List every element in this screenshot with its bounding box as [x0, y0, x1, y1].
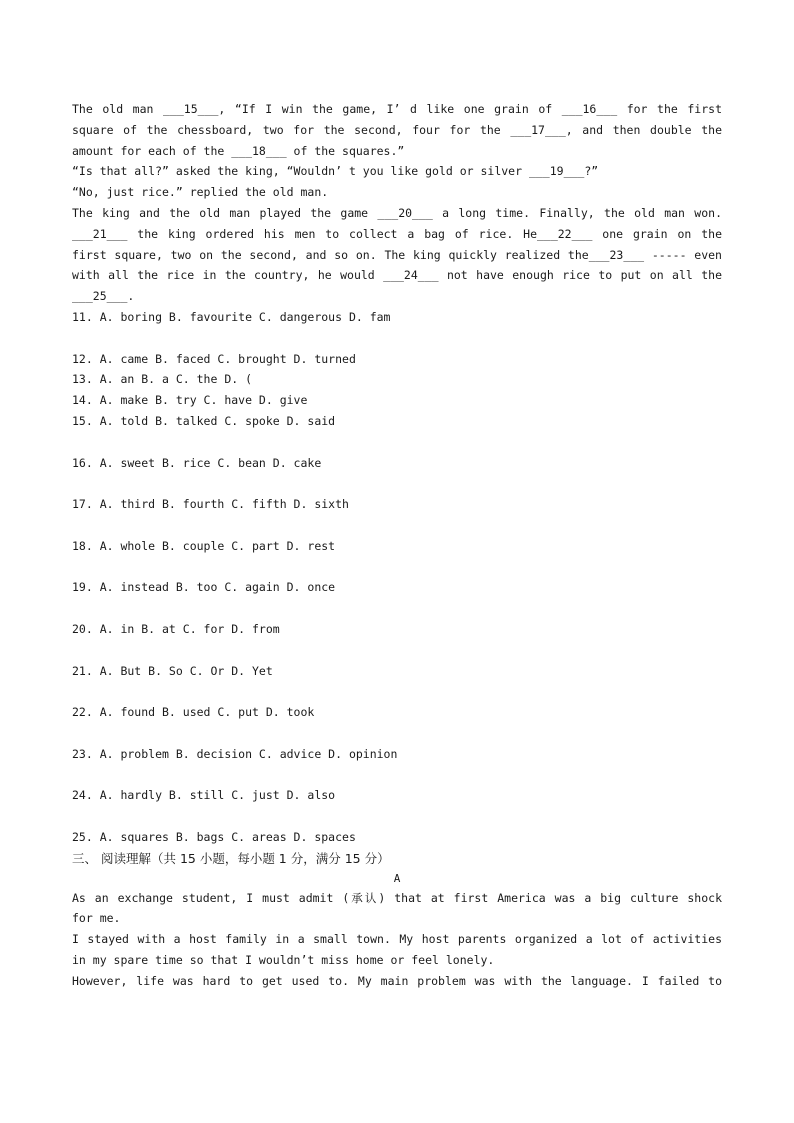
blank-line — [72, 557, 722, 578]
passage-line: square of the chessboard, two for the second, four for the ___17___, and then double the — [72, 122, 722, 137]
passage-line: first square, two on the second, and so on. The king quickly realized the___23___ ----- even — [72, 247, 722, 262]
passage-line: “No, just rice.” replied the old man. — [72, 185, 329, 200]
cloze-passage — [72, 99, 722, 307]
blank-line — [72, 765, 722, 786]
option-item-17: 17. A. third B. fourth C. fifth D. sixth — [72, 497, 349, 512]
document-page — [72, 99, 722, 992]
option-item-21: 21. A. But B. So C. Or D. Yet — [72, 663, 273, 678]
option-item-14: 14. A. make B. try C. have D. give — [72, 393, 308, 408]
passage-line: amount for each of the ___18___ of the squares.” — [72, 143, 405, 158]
answer-options — [72, 307, 722, 848]
option-item-23: 23. A. problem B. decision C. advice D. opinion — [72, 746, 398, 761]
blank-line — [72, 681, 722, 702]
option-item-16: 16. A. sweet B. rice C. bean D. cake — [72, 455, 322, 470]
option-item-18: 18. A. whole B. couple C. part D. rest — [72, 538, 336, 553]
section-heading: 三、 阅读理解（共 15 小题，每小题 1 分，满分 15 分） — [72, 850, 390, 866]
blank-line — [72, 432, 722, 453]
passage-line: ___25___. — [72, 289, 135, 304]
blank-line — [72, 640, 722, 661]
blank-line — [72, 598, 722, 619]
option-item-11: 11. A. boring B. favourite C. dangerous D. fam — [72, 309, 391, 324]
reading-line: As an exchange student, I must admit (承认) that at first America was a big culture shock — [72, 890, 722, 905]
option-item-24: 24. A. hardly B. still C. just D. also — [72, 788, 336, 803]
blank-line — [72, 515, 722, 536]
reading-line: However, life was hard to get used to. My main problem was with the language. I failed to — [72, 973, 722, 988]
passage-line: ___21___ the king ordered his men to collect a bag of rice. He___22___ one grain on the — [72, 226, 722, 241]
blank-line — [72, 806, 722, 827]
blank-line — [72, 473, 722, 494]
blank-line — [72, 723, 722, 744]
passage-line: “Is that all?” asked the king, “Wouldn’ t you like gold or silver ___19___?” — [72, 164, 599, 179]
reading-section — [72, 848, 722, 992]
reading-line: in my spare time so that I wouldn’t miss home or feel lonely. — [72, 953, 495, 968]
option-item-13: 13. A. an B. a C. the D. ( — [72, 372, 253, 387]
passage-line: with all the rice in the country, he would ___24___ not have enough rice to put on all the — [72, 268, 722, 283]
passage-line: The old man ___15___, “If I win the game, I’ d like one grain of ___16___ for the first — [72, 102, 722, 116]
option-item-20: 20. A. in B. at C. for D. from — [72, 621, 280, 636]
passage-label: A — [393, 871, 401, 885]
option-item-15: 15. A. told B. talked C. spoke D. said — [72, 413, 336, 428]
reading-line: for me. — [72, 911, 121, 926]
option-item-22: 22. A. found B. used C. put D. took — [72, 705, 315, 720]
reading-line: I stayed with a host family in a small town. My host parents organized a lot of activities — [72, 932, 722, 947]
option-item-12: 12. A. came B. faced C. brought D. turned — [72, 351, 356, 366]
option-item-19: 19. A. instead B. too C. again D. once — [72, 580, 336, 595]
blank-line — [72, 328, 722, 349]
option-item-25: 25. A. squares B. bags C. areas D. spaces — [72, 829, 356, 844]
passage-line: The king and the old man played the game ___20___ a long time. Finally, the old man won. — [72, 205, 722, 220]
